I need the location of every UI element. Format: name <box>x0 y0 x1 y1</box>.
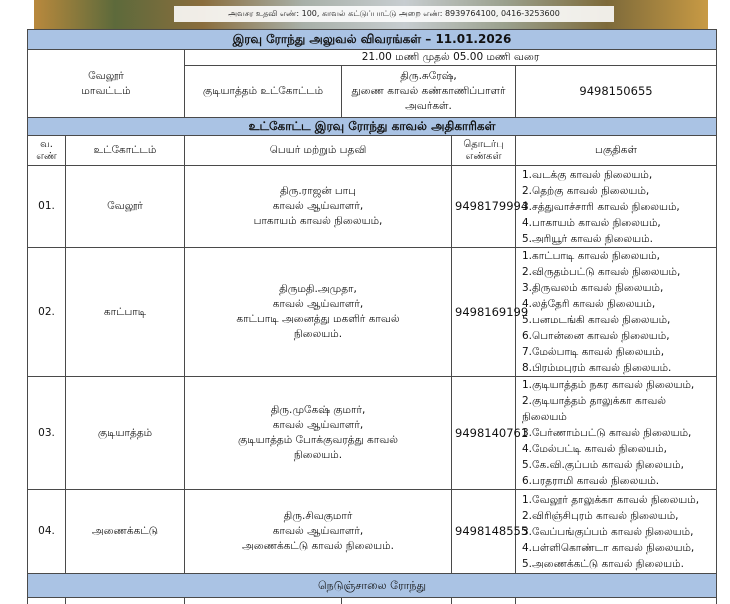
column-header-name: பெயர் மற்றும் பதவி <box>185 136 452 166</box>
row-phone: 9498179994 <box>452 166 516 248</box>
row-areas: 1.வேலூர் தாலுக்கா காவல் நிலையம், 2.விரிஞ்சிபுரம் காவல் நிலையம், 3.வேப்பங்குப்பம் காவல் நிலையம், 4.பள்ளிகொண்டா காவல் நிலையம், 5.அணைக்கட்டு காவல் நிலையம். <box>516 490 717 574</box>
night-patrol-table <box>27 29 717 604</box>
row-officer: திருமதி.அமுதா, காவல் ஆய்வாளர், காட்பாடி அனைத்து மகளிர் காவல் நிலையம். <box>185 248 452 377</box>
document-title: இரவு ரோந்து அலுவல் விவரங்கள் – 11.01.2026 <box>28 30 717 50</box>
row-sno: 01. <box>28 166 66 248</box>
highway-patrol-title: நெடுஞ்சாலை ரோந்து <box>28 574 717 598</box>
row-subdivision: குடியாத்தம் <box>66 377 185 490</box>
row-phone: 9498140761 <box>452 377 516 490</box>
table-row <box>28 166 717 248</box>
column-header-contact: தொடர்பு எண்கள் <box>452 136 516 166</box>
district-phone: 9498150655 <box>516 66 717 118</box>
row-areas: 1.வடக்கு காவல் நிலையம், 2.தெற்கு காவல் நிலையம், 3.சத்துவாச்சாரி காவல் நிலையம், 4.பாகாயம் காவல் நிலையம், 5.அரியூர் காவல் நிலையம். <box>516 166 717 248</box>
header-banner-image <box>34 0 708 29</box>
row-subdivision: அணைக்கட்டு <box>66 490 185 574</box>
column-header-subdivision: உட்கோட்டம் <box>66 136 185 166</box>
row-phone: 9498169199 <box>452 248 516 377</box>
section-title: உட்கோட்ட இரவு ரோந்து காவல் அதிகாரிகள் <box>28 118 717 136</box>
column-header-areas: பகுதிகள் <box>516 136 717 166</box>
table-row <box>28 248 717 377</box>
row-areas: 1.குடியாத்தம் நகர காவல் நிலையம், 2.குடியாத்தம் தாலுக்கா காவல் நிலையம் 3.பேர்ணாம்பட்டு காவல் நிலையம், 4.மேல்பட்டி காவல் நிலையம், 5.கே.வி.குப்பம் காவல் நிலையம், 6.பரதராமி காவல் நிலையம். <box>516 377 717 490</box>
time-range: 21.00 மணி முதல் 05.00 மணி வரை <box>185 50 717 66</box>
row-officer: திரு.சிவகுமார் காவல் ஆய்வாளர், அணைக்கட்டு காவல் நிலையம். <box>185 490 452 574</box>
row-sno: 02. <box>28 248 66 377</box>
row-sno: 03. <box>28 377 66 490</box>
row-subdivision: காட்பாடி <box>66 248 185 377</box>
district-officer: திரு.சுரேஷ், துணை காவல் கண்காணிப்பாளர் அவர்கள். <box>342 66 516 118</box>
table-row <box>28 598 717 604</box>
row-areas: 1.காட்பாடி காவல் நிலையம், 2.விருதம்பட்டு காவல் நிலையம், 3.திருவலம் காவல் நிலையம், 4.லத்தேரி காவல் நிலையம், 5.பனமடங்கி காவல் நிலையம், 6.பொன்னை காவல் நிலையம், 7.மேல்பாடி காவல் நிலையம், 8.பிரம்மபுரம் காவல் நிலையம். <box>516 248 717 377</box>
table-row <box>28 377 717 490</box>
emergency-contact-strip: அவசர உதவி எண்: 100, காவல் கட்டுப்பாட்டு அறை எண்: 8939764100, 0416-3253600 <box>174 6 614 22</box>
column-header-sno: வ. எண் <box>28 136 66 166</box>
row-sno: 04. <box>28 490 66 574</box>
row-subdivision: வேலூர் <box>66 166 185 248</box>
district-label: வேலூர் மாவட்டம் <box>28 50 185 118</box>
row-phone: 9498148555 <box>452 490 516 574</box>
table-row <box>28 490 717 574</box>
row-officer: திரு.ராஜன் பாபு காவல் ஆய்வாளர், பாகாயம் காவல் நிலையம், <box>185 166 452 248</box>
row-officer: திரு.முகேஷ் குமார், காவல் ஆய்வாளர், குடியாத்தம் போக்குவரத்து காவல் நிலையம். <box>185 377 452 490</box>
district-subdivision: குடியாத்தம் உட்கோட்டம் <box>185 66 342 118</box>
